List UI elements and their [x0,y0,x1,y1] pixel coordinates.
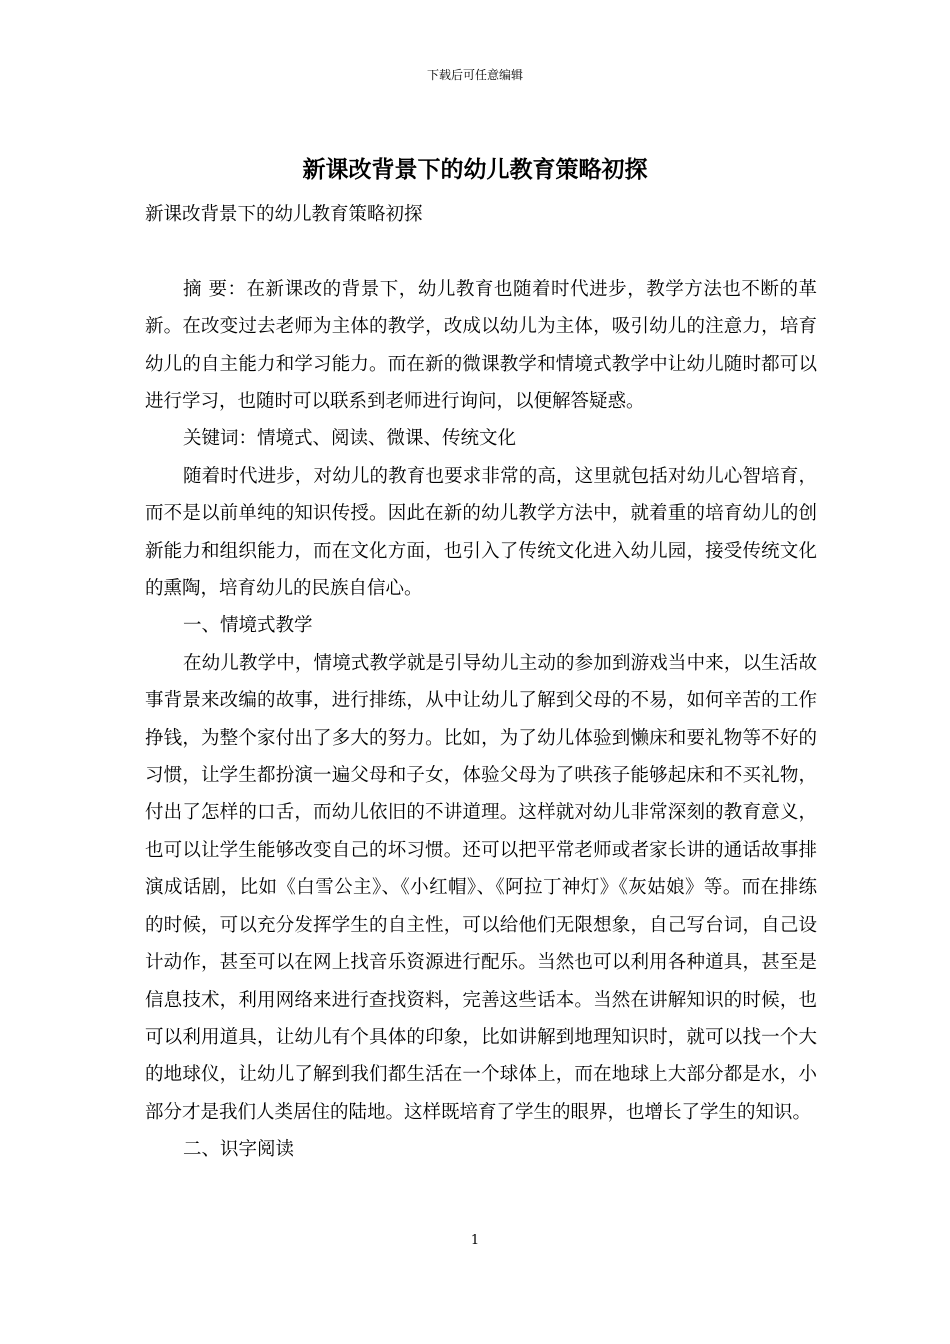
page-number: 1 [470,1233,480,1248]
document-body [145,196,817,1169]
subtitle-line: 新课改背景下的幼儿教育策略初探 [145,204,423,225]
section-1-paragraph: 在幼儿教学中，情境式教学就是引导幼儿主动的参加到游戏当中来，以生活故事背景来改编的故事，进行排练，从中让幼儿了解到父母的不易，如何辛苦的工作挣钱，为整个家付出了多大的努力。比如，为了幼儿体验到懒床和要礼物等不好的习惯，让学生都扮演一遍父母和子女，体验父母为了哄孩子能够起床和不买礼物，付出了怎样的口舌，而幼儿依旧的不讲道理。这样就对幼儿非常深刻的教育意义，也可以让学生能够改变自己的坏习惯。还可以把平常老师或者家长讲的通话故事排演成话剧，比如《白雪公主》、《小红帽》、《阿拉丁神灯》《灰姑娘》等。而在排练的时候，可以充分发挥学生的自主性，可以给他们无限想象，自己写台词，自己设计动作，甚至可以在网上找音乐资源进行配乐。当然也可以利用各种道具，甚至是信息技术，利用网络来进行查找资料，完善这些话本。当然在讲解知识的时候，也可以利用道具，让幼儿有个具体的印象，比如讲解到地理知识时，就可以找一个大的地球仪，让幼儿了解到我们都生活在一个球体上，而在地球上大部分都是水，小部分才是我们人类居住的陆地。这样既培育了学生的眼界，也增长了学生的知识。 [145,652,817,1123]
document-title: 新课改背景下的幼儿教育策略初探 [302,156,648,183]
keywords-line: 关键词：情境式、阅读、微课、传统文化 [183,428,517,450]
abstract-paragraph: 摘 要：在新课改的背景下，幼儿教育也随着时代进步，教学方法也不断的革新。在改变过去老师为主体的教学，改成以幼儿为主体，吸引幼儿的注意力，培育幼儿的自主能力和学习能力。而在新的微课教学和情境式教学中让幼儿随时都可以进行学习，也随时可以联系到老师进行询问，以便解答疑惑。 [145,278,817,413]
header-note: 下载后可任意编辑 [426,68,523,82]
section-heading-1: 一、情境式教学 [183,615,313,637]
section-heading-2: 二、识字阅读 [183,1139,295,1161]
intro-paragraph: 随着时代进步，对幼儿的教育也要求非常的高，这里就包括对幼儿心智培育，而不是以前单纯的知识传授。因此在新的幼儿教学方法中，就着重的培育幼儿的创新能力和组织能力，而在文化方面，也引入了传统文化进入幼儿园，接受传统文化的熏陶，培育幼儿的民族自信心。 [145,465,817,600]
